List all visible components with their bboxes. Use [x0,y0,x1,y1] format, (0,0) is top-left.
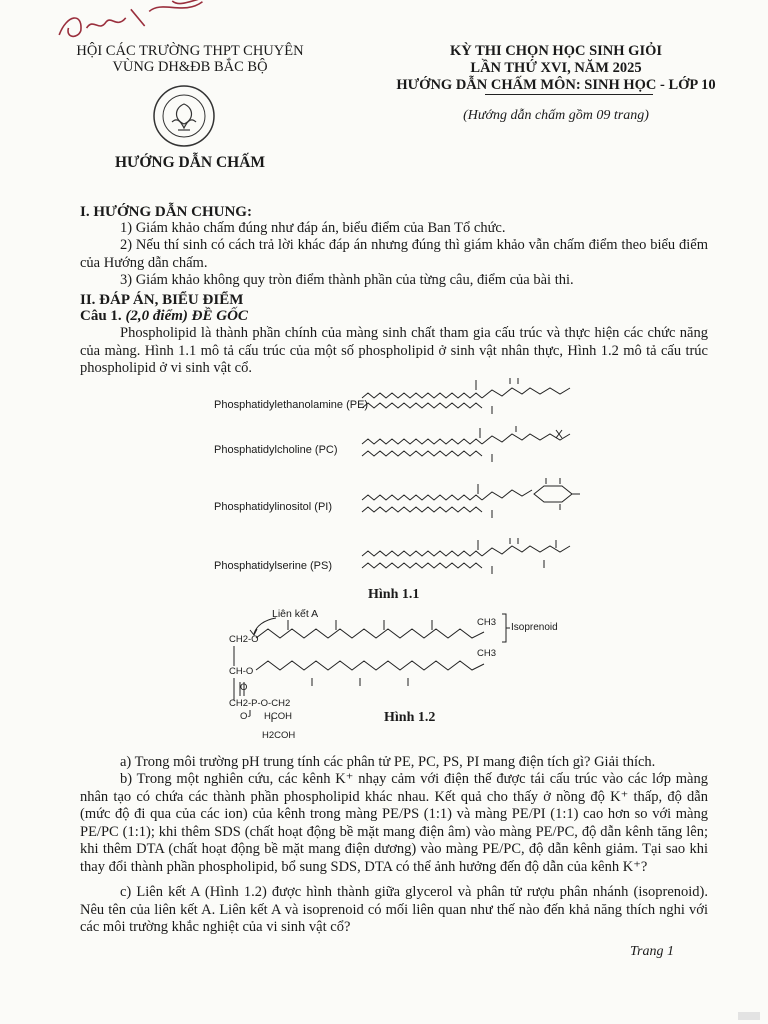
pc-tail-2 [362,451,482,456]
glycerol-ch2-o: CH2-O [229,634,259,645]
isoprenoid-label: Isoprenoid [511,622,558,633]
general-item-1: 1) Giám khảo chấm đúng như đáp án, biểu điểm của Ban Tổ chức. [120,220,506,236]
figure-1-2-caption: Hình 1.2 [384,710,436,725]
section-1-heading: I. HƯỚNG DẪN CHUNG: [80,204,252,220]
ch3-bottom: CH3 [477,648,497,659]
question-1-points: (2,0 điểm) ĐỀ GỐC [125,308,248,324]
phosphate-linkage: CH2-P-O-CH2 [229,698,291,709]
org-line-2: VÙNG DH&ĐB BẮC BỘ [112,59,268,75]
org-line-1: HỘI CÁC TRƯỜNG THPT CHUYÊN [76,43,304,59]
label-ps: Phosphatidylserine (PS) [214,560,333,572]
isoprenoid-chain-2 [256,661,484,670]
isoprenoid-bracket [502,614,510,642]
phospholipid-structures [360,376,590,586]
scanner-watermark [738,1012,760,1020]
label-pc: Phosphatidylcholine (PC) [214,444,338,456]
pe-tail-2 [362,403,482,408]
bond-a-label: Liên kết A [272,608,319,620]
pe-head [482,388,570,398]
exam-line-3: HƯỚNG DẪN CHẤM MÔN: SINH HỌC - LỚP 10 [396,77,716,93]
exam-line-2: LẦN THỨ XVI, NĂM 2025 [470,60,642,76]
isoprenoid-chain-1 [256,629,484,638]
section-2-heading: II. ĐÁP ÁN, BIỂU ĐIỂM [80,292,244,308]
ps-tail-2 [362,563,482,568]
pc-head [482,434,570,444]
label-pi: Phosphatidylinositol (PI) [214,501,333,513]
phosphate-o-minus: O- [240,711,251,722]
pi-head [482,490,532,500]
handwritten-signature [52,0,235,48]
document-title: HƯỚNG DẪN CHẤM [114,154,266,171]
question-1-title [80,308,248,325]
subject-underline [485,94,653,95]
question-b: b) Trong một nghiên cứu, các kênh K⁺ nhạy cảm với điện thế được tái cấu trúc vào các lớp màng nhân tạo có chứa các thành phần phospholipid khác nhau. Kết quả cho thấy ở nồng độ K⁺ thấp, độ dẫn (mức độ đi qua của các ion) của kênh trong màng PE/PS (1:1) và màng PE/PI (1:1) cao hơn so với màng PE/PC (1:1); khi thêm SDS (chất hoạt động bề mặt mang điện âm) vào màng PE/PC, độ dẫn kênh tăng lên; khi thêm DTA (chất hoạt động bề mặt mang điện dương) vào màng PE/PC, độ dẫn kênh giảm. Tại sao khi thay đổi thành phần phospholipid, bổ sung SDS, DTA có thể ảnh hưởng đến độ dẫn của kênh K⁺? [80,771,708,875]
question-c: c) Liên kết A (Hình 1.2) được hình thành giữa glycerol và phân tử rượu phân nhánh (isoprenoid). Nêu tên của liên kết A. Liên kết A và isoprenoid có mối liên quan như thế nào đến khả năng thích nghi với các môi trường khắc nghiệt của vi sinh vật cổ? [80,884,708,935]
question-1-intro: Phospholipid là thành phần chính của màng sinh chất tham gia cấu trúc và thực hiện các chức năng của màng. Hình 1.1 mô tả cấu trúc của một số phospholipid ở sinh vật nhân thực, Hình 1.2 mô tả cấu trúc phospholipid ở vi sinh vật cổ. [80,325,708,376]
question-a: a) Trong môi trường pH trung tính các phân tử PE, PC, PS, PI mang điện tích gì? Giải thích. [120,754,656,770]
ps-head [482,546,570,556]
ch3-top: CH3 [477,617,497,628]
phosphate-o: O [240,682,248,693]
inositol-ring [534,486,572,502]
general-item-2: 2) Nếu thí sinh có cách trả lời khác đáp án nhưng đúng thì giám khảo vẫn chấm điểm theo biểu điểm của Hướng dẫn chấm. [80,237,708,271]
label-pe: Phosphatidylethanolamine (PE) [214,399,369,411]
archaeal-lipid-structure [220,606,520,746]
pi-tail-2 [362,507,482,512]
glycerol-h2coh: H2COH [262,730,296,741]
pe-tail-1 [362,393,482,398]
pi-tail-1 [362,495,482,500]
glycerol-ch-o: CH-O [229,666,254,677]
glycerol-hcoh: HCOH [264,711,292,722]
pc-tail-1 [362,439,482,444]
exam-line-1: KỲ THI CHỌN HỌC SINH GIỎI [449,43,663,59]
question-1-number: Câu 1. [80,308,122,324]
page-number: Trang 1 [630,944,674,959]
general-item-3: 3) Giám khảo không quy tròn điểm thành phần của từng câu, điểm của bài thi. [120,272,574,288]
school-logo [152,84,216,148]
figure-1-1-caption: Hình 1.1 [368,587,420,602]
ps-tail-1 [362,551,482,556]
pages-note: (Hướng dẫn chấm gồm 09 trang) [463,108,649,123]
